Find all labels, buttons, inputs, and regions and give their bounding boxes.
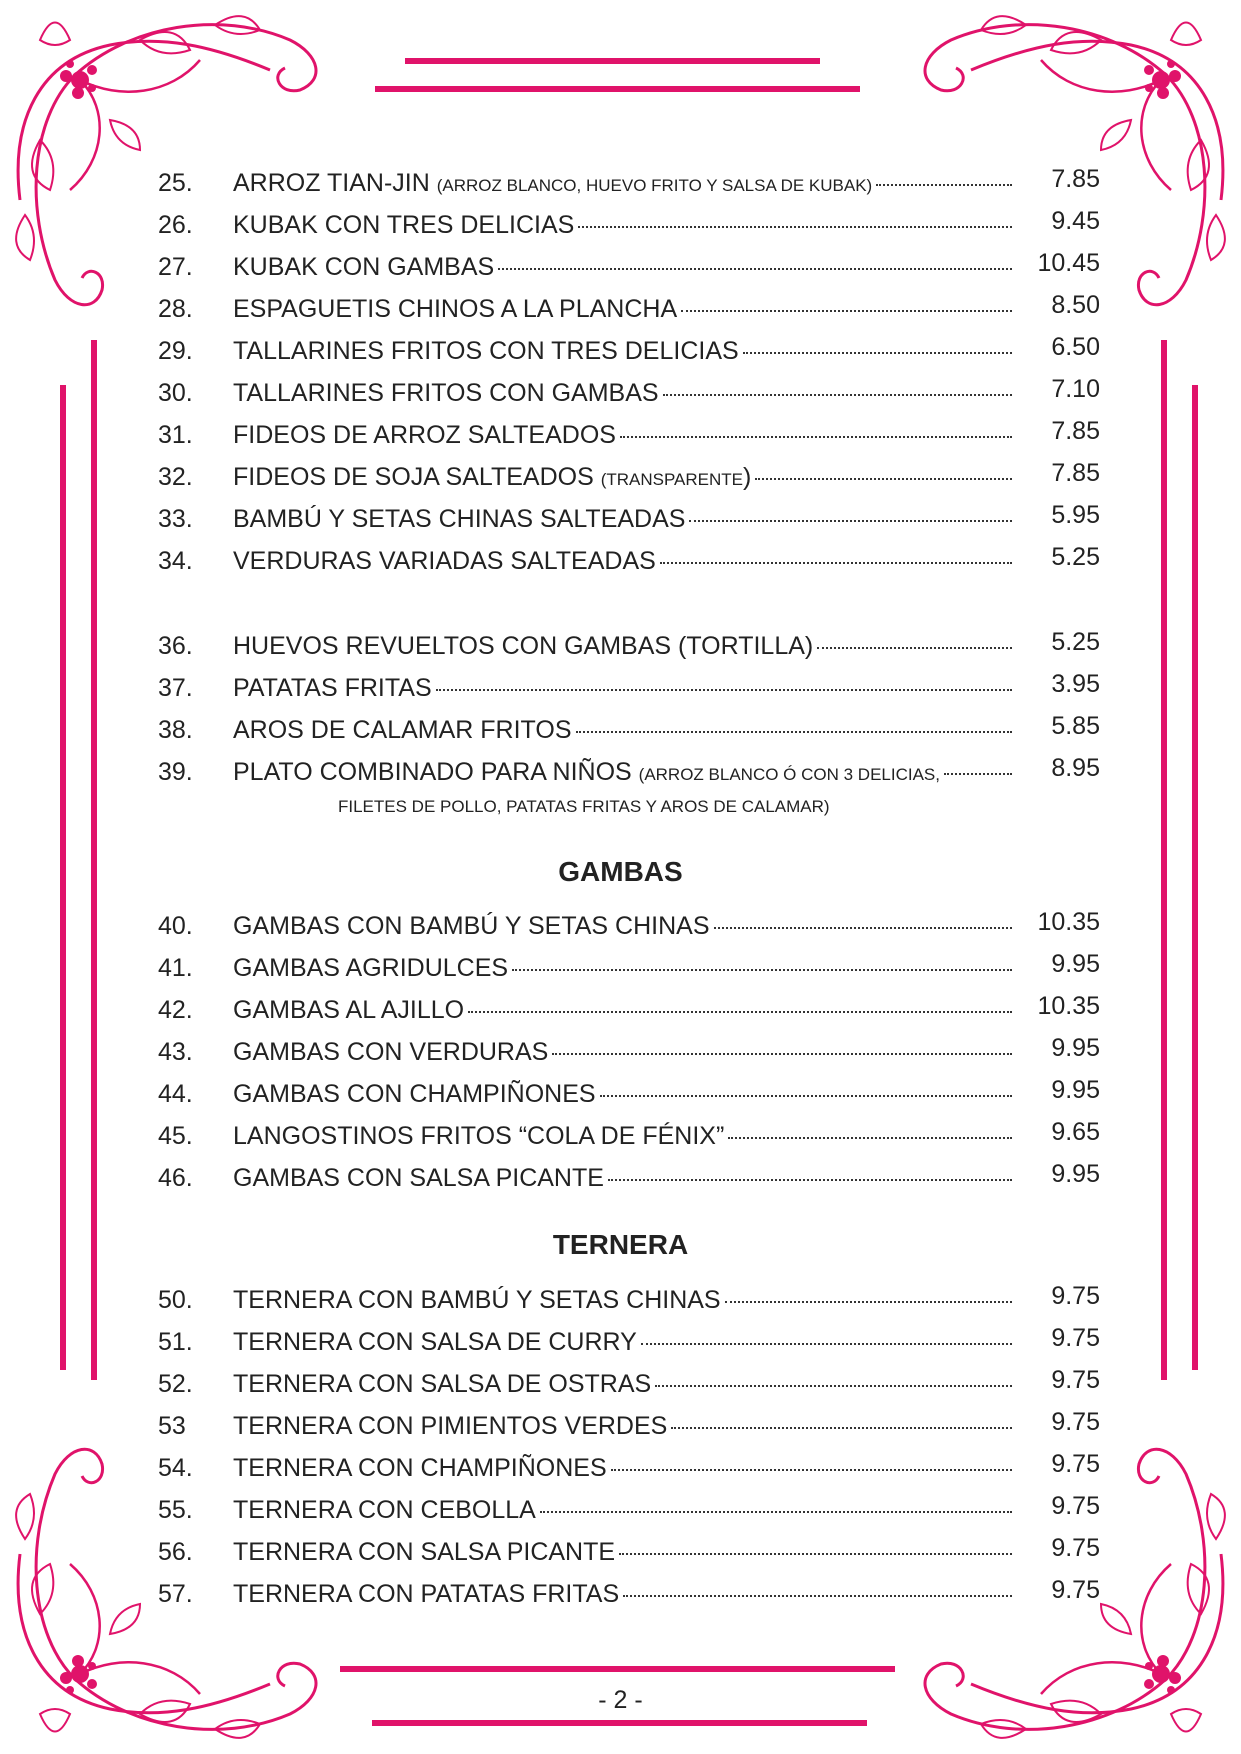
item-price: 9.75	[1051, 1492, 1100, 1520]
item-leader	[233, 626, 1012, 666]
item-number: 42.	[158, 996, 193, 1024]
item-name: GAMBAS CON CHAMPIÑONES	[233, 1080, 596, 1108]
item-number: 55.	[158, 1496, 193, 1524]
item-price: 9.75	[1051, 1366, 1100, 1394]
item-name: TERNERA CON PATATAS FRITAS	[233, 1580, 620, 1608]
item-name: VERDURAS VARIADAS SALTEADAS	[233, 547, 656, 575]
dot-leader	[689, 520, 1012, 522]
item-number: 54.	[158, 1454, 193, 1482]
item-number: 39.	[158, 758, 193, 786]
dot-leader	[660, 562, 1012, 564]
dot-leader	[944, 773, 1012, 775]
item-price: 8.50	[1051, 291, 1100, 319]
menu-item	[0, 499, 1241, 539]
item-number: 52.	[158, 1370, 193, 1398]
item-number: 28.	[158, 295, 193, 323]
dot-leader	[436, 689, 1012, 691]
menu-item	[0, 948, 1241, 988]
item-name: TERNERA CON SALSA DE CURRY	[233, 1328, 637, 1356]
item-leader	[233, 1490, 1012, 1530]
item-leader	[233, 710, 1012, 750]
item-price: 9.75	[1051, 1576, 1100, 1604]
item-name: FIDEOS DE ARROZ SALTEADOS	[233, 421, 616, 449]
menu-item	[0, 163, 1241, 203]
item-name: TERNERA CON CEBOLLA	[233, 1496, 536, 1524]
menu-item	[0, 1448, 1241, 1488]
item-leader	[233, 1032, 1012, 1072]
item-leader	[233, 668, 1012, 708]
item-leader	[233, 1280, 1012, 1320]
menu-item	[0, 1280, 1241, 1320]
item-number: 26.	[158, 211, 193, 239]
item-name: AROS DE CALAMAR FRITOS	[233, 716, 572, 744]
dot-leader	[468, 1011, 1012, 1013]
item-name: FIDEOS DE SOJA SALTEADOS	[233, 463, 594, 491]
item-number: 32.	[158, 463, 193, 491]
item-name: GAMBAS AL AJILLO	[233, 996, 465, 1024]
item-name: GAMBAS CON BAMBÚ Y SETAS CHINAS	[233, 912, 710, 940]
dot-leader	[540, 1511, 1012, 1513]
item-number: 25.	[158, 169, 193, 197]
item-price: 7.85	[1051, 459, 1100, 487]
menu-item	[0, 457, 1241, 497]
item-price: 10.35	[1037, 908, 1100, 936]
item-leader	[233, 1116, 1012, 1156]
item-number: 36.	[158, 632, 193, 660]
item-name: GAMBAS CON VERDURAS	[233, 1038, 549, 1066]
item-number: 50.	[158, 1286, 193, 1314]
dot-leader	[611, 1469, 1012, 1471]
menu-item	[0, 289, 1241, 329]
dot-leader	[576, 731, 1013, 733]
dot-leader	[552, 1053, 1012, 1055]
item-name: PLATO COMBINADO PARA NIÑOS	[233, 758, 632, 786]
item-price: 8.95	[1051, 754, 1100, 782]
item-name-end: )	[743, 463, 752, 491]
item-name: TERNERA CON BAMBÚ Y SETAS CHINAS	[233, 1286, 721, 1314]
item-name: TALLARINES FRITOS CON TRES DELICIAS	[233, 337, 739, 365]
item-name: GAMBAS CON SALSA PICANTE	[233, 1164, 604, 1192]
menu-item	[0, 1406, 1241, 1446]
item-name: PATATAS FRITAS	[233, 674, 432, 702]
item-note-continued: FILETES DE POLLO, PATATAS FRITAS Y AROS DE CALAMAR)	[338, 797, 830, 816]
item-number: 43.	[158, 1038, 193, 1066]
item-leader	[233, 373, 1012, 413]
dot-leader	[714, 927, 1012, 929]
item-number: 45.	[158, 1122, 193, 1150]
item-number: 27.	[158, 253, 193, 281]
item-number: 37.	[158, 674, 193, 702]
dot-leader	[600, 1095, 1012, 1097]
menu-item	[0, 1074, 1241, 1114]
item-name: HUEVOS REVUELTOS CON GAMBAS (TORTILLA)	[233, 632, 814, 660]
item-number: 33.	[158, 505, 193, 533]
dot-leader	[578, 226, 1012, 228]
item-name: KUBAK CON GAMBAS	[233, 253, 495, 281]
menu-item	[0, 247, 1241, 287]
item-leader	[233, 1074, 1012, 1114]
menu-item	[0, 541, 1241, 581]
dot-leader	[641, 1343, 1012, 1345]
menu-item	[0, 1032, 1241, 1072]
menu-item	[0, 668, 1241, 708]
item-leader	[233, 1322, 1012, 1362]
item-price: 9.75	[1051, 1450, 1100, 1478]
menu-item	[0, 1532, 1241, 1572]
item-price: 10.45	[1037, 249, 1100, 277]
item-note: (ARROZ BLANCO Ó CON 3 DELICIAS,	[638, 765, 940, 784]
item-note: (TRANSPARENTE	[600, 470, 744, 489]
item-leader	[233, 457, 1012, 497]
menu-item	[0, 415, 1241, 455]
menu-item	[0, 710, 1241, 750]
item-name: TERNERA CON CHAMPIÑONES	[233, 1454, 607, 1482]
item-price: 9.95	[1051, 950, 1100, 978]
item-name: TALLARINES FRITOS CON GAMBAS	[233, 379, 659, 407]
item-leader	[233, 1448, 1012, 1488]
menu-item	[0, 1158, 1241, 1198]
item-price: 5.25	[1051, 628, 1100, 656]
item-leader	[233, 541, 1012, 581]
item-number: 51.	[158, 1328, 193, 1356]
item-name: ESPAGUETIS CHINOS A LA PLANCHA	[233, 295, 678, 323]
item-name: TERNERA CON SALSA PICANTE	[233, 1538, 616, 1566]
item-name: GAMBAS AGRIDULCES	[233, 954, 509, 982]
dot-leader	[512, 969, 1012, 971]
menu-item	[0, 1574, 1241, 1614]
item-price: 3.95	[1051, 670, 1100, 698]
menu-item	[0, 990, 1241, 1030]
item-number: 34.	[158, 547, 193, 575]
item-leader	[233, 948, 1012, 988]
dot-leader	[619, 1553, 1012, 1555]
menu-item	[0, 1116, 1241, 1156]
item-price: 9.95	[1051, 1034, 1100, 1062]
dot-leader	[681, 310, 1012, 312]
menu-item	[0, 373, 1241, 413]
dot-leader	[620, 436, 1012, 438]
dot-leader	[623, 1595, 1012, 1597]
dot-leader	[655, 1385, 1012, 1387]
section-heading-ternera: TERNERA	[552, 1229, 689, 1260]
item-price: 9.95	[1051, 1076, 1100, 1104]
item-price: 5.95	[1051, 501, 1100, 529]
item-price: 5.25	[1051, 543, 1100, 571]
item-leader	[233, 415, 1012, 455]
item-price: 9.65	[1051, 1118, 1100, 1146]
item-price: 10.35	[1037, 992, 1100, 1020]
item-number: 57.	[158, 1580, 193, 1608]
item-number: 53	[158, 1412, 186, 1440]
item-name: BAMBÚ Y SETAS CHINAS SALTEADAS	[233, 505, 686, 533]
item-price: 7.85	[1051, 417, 1100, 445]
item-price: 5.85	[1051, 712, 1100, 740]
item-price: 9.75	[1051, 1534, 1100, 1562]
dot-leader	[498, 268, 1012, 270]
item-note: (ARROZ BLANCO, HUEVO FRITO Y SALSA DE KUBAK)	[436, 176, 873, 195]
item-leader	[233, 331, 1012, 371]
item-name: KUBAK CON TRES DELICIAS	[233, 211, 575, 239]
item-leader	[233, 1406, 1012, 1446]
item-leader	[233, 752, 1012, 792]
item-number: 38.	[158, 716, 193, 744]
dot-leader	[876, 184, 1012, 186]
dot-leader	[817, 647, 1012, 649]
item-price: 9.95	[1051, 1160, 1100, 1188]
menu-item	[0, 1322, 1241, 1362]
item-name: TERNERA CON PIMIENTOS VERDES	[233, 1412, 668, 1440]
item-name: LANGOSTINOS FRITOS “COLA DE FÉNIX”	[233, 1122, 725, 1150]
item-leader	[233, 289, 1012, 329]
item-price: 6.50	[1051, 333, 1100, 361]
item-leader	[233, 499, 1012, 539]
item-leader	[233, 1532, 1012, 1572]
item-number: 29.	[158, 337, 193, 365]
item-number: 30.	[158, 379, 193, 407]
menu-item	[0, 205, 1241, 245]
item-leader	[233, 163, 1012, 203]
page-number: - 2 -	[598, 1686, 643, 1714]
item-leader	[233, 205, 1012, 245]
dot-leader	[743, 352, 1012, 354]
menu-item	[0, 331, 1241, 371]
item-price: 7.10	[1051, 375, 1100, 403]
item-price: 9.75	[1051, 1282, 1100, 1310]
item-leader	[233, 247, 1012, 287]
item-number: 56.	[158, 1538, 193, 1566]
item-leader	[233, 1364, 1012, 1404]
section-heading-gambas: GAMBAS	[558, 856, 683, 887]
menu-item	[0, 626, 1241, 666]
item-name: TERNERA CON SALSA DE OSTRAS	[233, 1370, 652, 1398]
dot-leader	[728, 1137, 1012, 1139]
item-price: 9.75	[1051, 1324, 1100, 1352]
item-number: 31.	[158, 421, 193, 449]
item-number: 44.	[158, 1080, 193, 1108]
menu-item	[0, 906, 1241, 946]
dot-leader	[663, 394, 1012, 396]
dot-leader	[671, 1427, 1012, 1429]
item-price: 9.45	[1051, 207, 1100, 235]
item-name: ARROZ TIAN-JIN	[233, 169, 430, 197]
menu-item	[0, 1364, 1241, 1404]
item-leader	[233, 906, 1012, 946]
dot-leader	[608, 1179, 1012, 1181]
dot-leader	[755, 478, 1012, 480]
menu-item	[0, 752, 1241, 792]
item-leader	[233, 990, 1012, 1030]
item-number: 46.	[158, 1164, 193, 1192]
item-number: 40.	[158, 912, 193, 940]
menu-item	[0, 1490, 1241, 1530]
item-price: 7.85	[1051, 165, 1100, 193]
item-price: 9.75	[1051, 1408, 1100, 1436]
item-leader	[233, 1158, 1012, 1198]
item-number: 41.	[158, 954, 193, 982]
item-leader	[233, 1574, 1012, 1614]
dot-leader	[725, 1301, 1012, 1303]
